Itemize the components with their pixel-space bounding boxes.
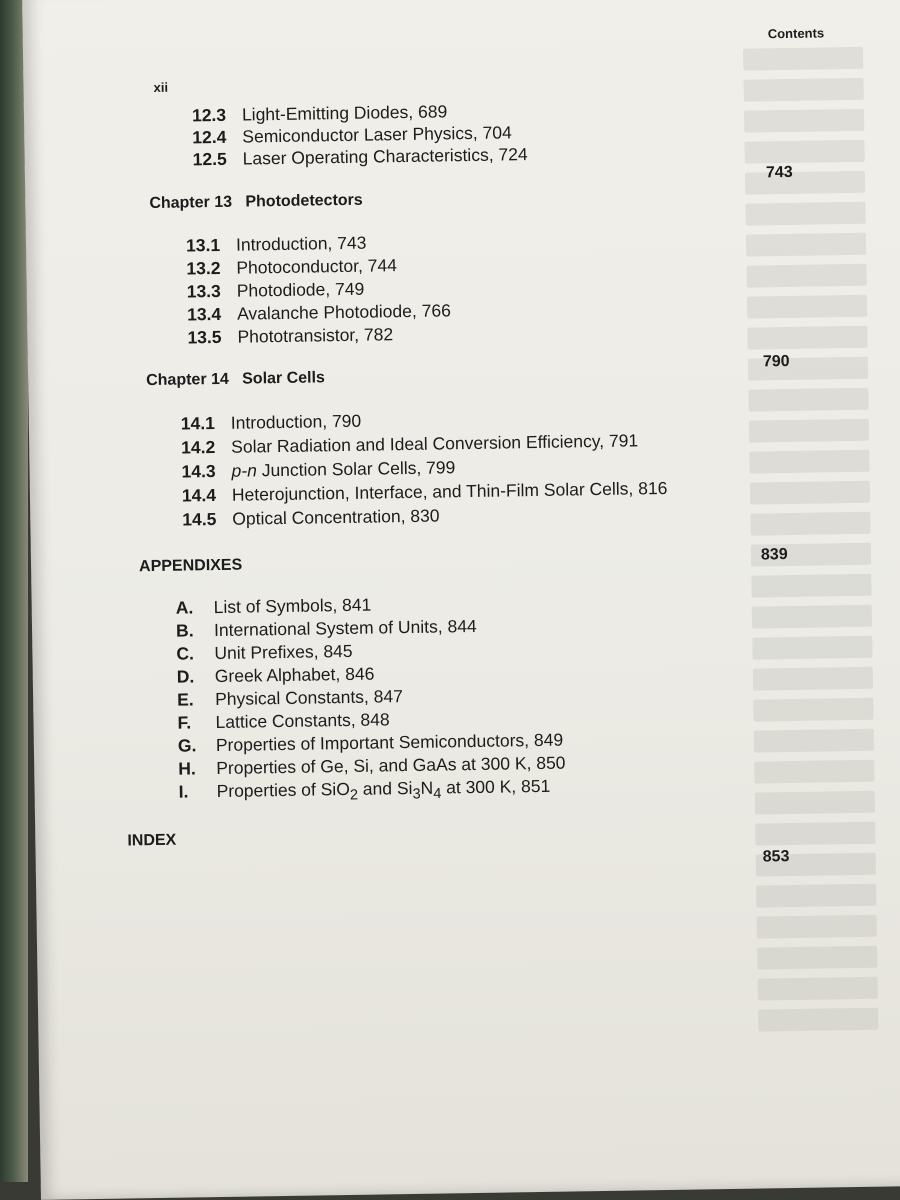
toc-entry: 14.5 Optical Concentration, 830 — [182, 505, 440, 530]
chapter-heading: Chapter 13 Photodetectors — [149, 191, 363, 213]
chapter-heading: Chapter 14 Solar Cells — [146, 369, 326, 390]
toc-entry: 13.1 Introduction, 743 — [185, 232, 367, 256]
toc-entry: 13.2 Photoconductor, 744 — [186, 255, 398, 279]
toc-entry: 12.3 Light-Emitting Diodes, 689 — [191, 101, 448, 126]
appendix-entry: F. Lattice Constants, 848 — [177, 709, 390, 733]
appendix-entry: B. International System of Units, 844 — [175, 615, 477, 641]
toc-entry: 13.3 Photodiode, 749 — [186, 278, 365, 302]
chapter-page-number: 790 — [762, 352, 790, 371]
folio: xii — [153, 79, 169, 95]
toc-entry: 14.2 Solar Radiation and Ideal Conversion Efficiency, 791 — [181, 430, 639, 458]
show-through-text — [743, 47, 880, 1129]
toc-entry: 14.1 Introduction, 790 — [180, 410, 362, 434]
appendix-entry: G. Properties of Important Semiconductors, 849 — [177, 729, 564, 756]
appendix-entry: D. Greek Alphabet, 846 — [176, 663, 375, 687]
toc-entry: 12.4 Semiconductor Laser Physics, 704 — [192, 122, 512, 148]
toc-entry: 14.4 Heterojunction, Interface, and Thin-Film Solar Cells, 816 — [181, 477, 668, 506]
toc-entry: 12.5 Laser Operating Characteristics, 724 — [192, 144, 528, 170]
appendixes-page-number: 839 — [760, 546, 788, 564]
appendix-entry: I. Properties of SiO$_2$ and $Si_3N_4$ at 300 K, 851 — [178, 775, 551, 804]
appendix-entry: E. Physical Constants, 847 — [177, 686, 404, 710]
toc-entry: 14.3 p-n Junction Solar Cells, 799 — [181, 457, 456, 482]
appendixes-heading: APPENDIXES — [138, 556, 243, 576]
toc-entry: 13.4 Avalanche Photodiode, 766 — [186, 300, 451, 325]
book-binding — [0, 0, 28, 1182]
index-page-number: 853 — [762, 848, 790, 866]
appendix-entry: C. Unit Prefixes, 845 — [176, 640, 353, 664]
index-heading: INDEX — [127, 831, 177, 850]
book-page — [22, 0, 900, 1200]
appendix-entry: A. List of Symbols, 841 — [175, 594, 372, 618]
toc-entry: 13.5 Phototransistor, 782 — [187, 324, 394, 348]
running-head: Contents — [767, 25, 825, 42]
appendix-entry: H. Properties of Ge, Si, and GaAs at 300 K, 850 — [178, 752, 566, 779]
chapter-page-number: 743 — [765, 163, 793, 182]
